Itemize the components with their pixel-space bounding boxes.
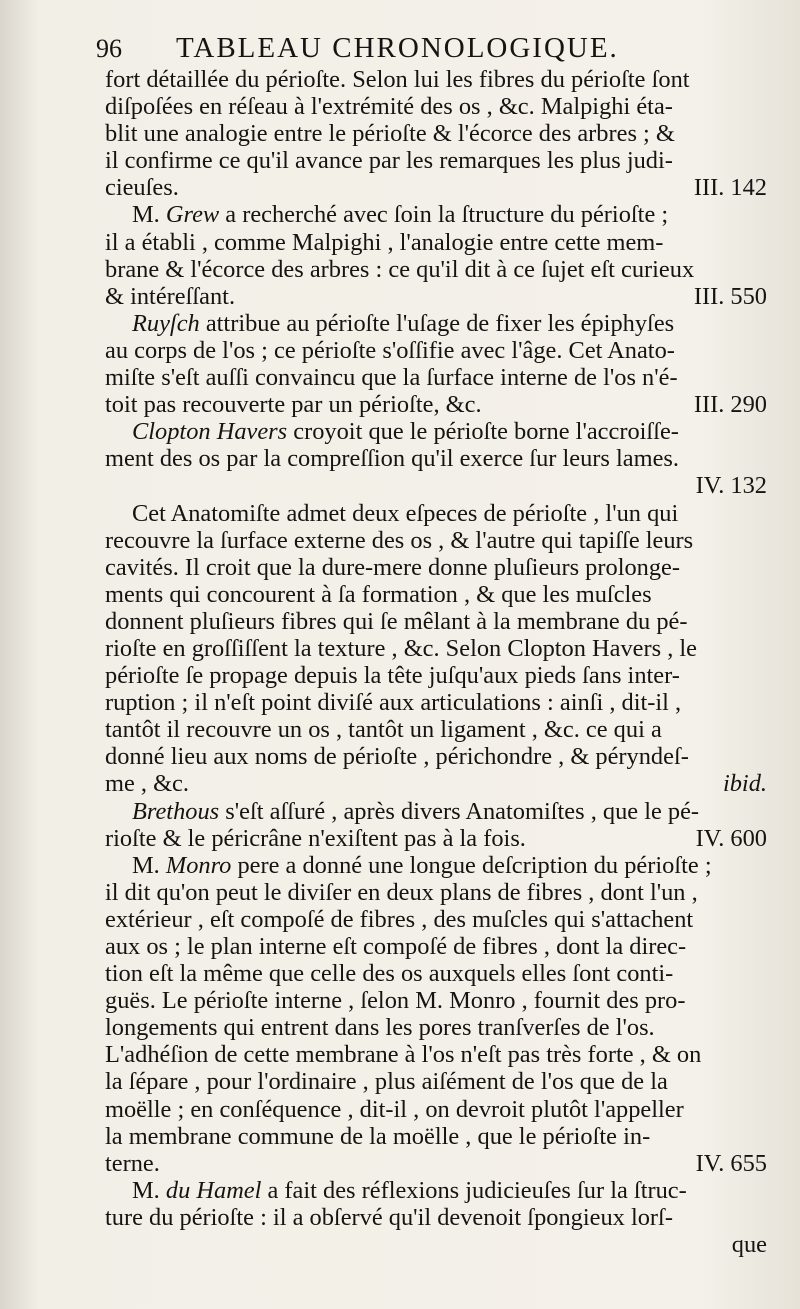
text-line: [105, 256, 767, 283]
text-line: [105, 391, 767, 418]
text-line: [105, 879, 767, 906]
line-text: ruption ; il n'eſt point diviſé aux articulations : ainſi , dit-il ,: [105, 689, 682, 717]
text-line: [105, 1123, 767, 1150]
line-text: diſpoſées en réſeau à l'extrémité des os , &c. Malpighi éta-: [105, 93, 673, 121]
line-text: au corps de l'os ; ce périoſte s'oſſifie avec l'âge. Cet Anato-: [105, 336, 675, 364]
text-line: [105, 1096, 767, 1123]
text-line: [105, 798, 767, 825]
line-text: rioſte en groſſiſſent la texture , &c. Selon Clopton Havers , le: [105, 634, 698, 662]
author-name: Clopton Havers: [132, 418, 288, 446]
text-line: [105, 310, 767, 337]
line-text: IV. 132: [695, 472, 767, 500]
text-line: [105, 743, 767, 770]
line-text: tion eſt la même que celle des os auxquels elles ſont conti-: [105, 960, 674, 988]
citation-reference: IV. 655: [695, 1149, 767, 1177]
text-line: [105, 174, 767, 201]
running-title: TABLEAU CHRONOLOGIQUE.: [176, 32, 619, 64]
citation-reference: III. 142: [693, 174, 767, 202]
text-line: [105, 933, 767, 960]
text-line: [105, 472, 767, 499]
text-line: [105, 120, 767, 147]
text-line: [105, 960, 767, 987]
author-name: Monro: [165, 851, 232, 879]
line-text: fort détaillée du périoſte. Selon lui les fibres du périoſte ſont: [105, 66, 690, 93]
text-line: [105, 418, 767, 445]
line-text: la ſépare , pour l'ordinaire , plus aiſément de l'os que de la: [105, 1068, 668, 1096]
line-text: ments qui concourent à ſa formation , & que les muſcles: [105, 580, 652, 608]
line-text: longements qui entrent dans les pores tranſverſes de l'os.: [105, 1014, 655, 1042]
text-line: [105, 635, 767, 662]
line-text: la membrane commune de la moëlle , que le périoſte in-: [105, 1122, 651, 1150]
line-text: cieuſes.: [105, 174, 179, 202]
line-text: miſte s'eſt auſſi convaincu que la ſurface interne de l'os n'é-: [105, 364, 678, 392]
text-line: [105, 527, 767, 554]
author-name: Brethous: [132, 797, 220, 825]
line-text: me , &c.: [105, 770, 189, 798]
line-text: périoſte ſe propage depuis la tête juſqu'aux pieds ſans inter-: [105, 662, 680, 690]
text-line: [105, 581, 767, 608]
text-line: [105, 662, 767, 689]
line-text: & intéreſſant.: [105, 282, 236, 310]
line-text: toit pas recouverte par un périoſte, &c.: [105, 391, 482, 419]
line-text: recouvre la ſurface externe des os , & l'autre qui tapiſſe leurs: [105, 526, 694, 554]
line-text: M.: [132, 851, 166, 879]
text-line: [105, 147, 767, 174]
line-text: donnent pluſieurs fibres qui ſe mêlant à la membrane du pé-: [105, 607, 688, 635]
line-text: attribue au périoſte l'uſage de fixer les épiphyſes: [199, 309, 675, 337]
text-line: [105, 93, 767, 120]
text-line: [105, 1041, 767, 1068]
line-text: a recherché avec ſoin la ſtructure du périoſte ;: [219, 201, 669, 229]
text-line: [105, 1150, 767, 1177]
text-line: [105, 906, 767, 933]
text-line: [105, 445, 767, 472]
text-line: [105, 283, 767, 310]
line-text: brane & l'écorce des arbres : ce qu'il dit à ce ſujet eſt curieux: [105, 255, 695, 283]
line-text: M.: [132, 1176, 166, 1204]
line-text: a fait des réflexions judicieuſes ſur la ſtruc-: [261, 1176, 687, 1204]
text-line: [105, 364, 767, 391]
line-text: rioſte & le péricrâne n'exiſtent pas à la fois.: [105, 824, 526, 852]
citation-reference: III. 550: [693, 282, 767, 310]
line-text: ture du périoſte : il a obſervé qu'il devenoit ſpongieux lorſ-: [105, 1203, 673, 1231]
text-line: [105, 1014, 767, 1041]
text-line: [105, 770, 767, 797]
line-text: blit une analogie entre le périoſte & l'écorce des arbres ; &: [105, 120, 675, 148]
text-line: [105, 825, 767, 852]
text-line: [105, 1231, 767, 1258]
text-line: [105, 66, 767, 93]
text-line: [105, 1177, 767, 1204]
body-text: [105, 66, 767, 1258]
line-text: extérieur , eſt compoſé de fibres , des muſcles qui s'attachent: [105, 905, 694, 933]
author-name: Grew: [165, 201, 220, 229]
text-line: [105, 852, 767, 879]
line-text: L'adhéſion de cette membrane à l'os n'eſt pas très forte , & on: [105, 1041, 702, 1069]
line-text: M.: [132, 201, 166, 229]
text-line: [105, 229, 767, 256]
text-line: [105, 500, 767, 527]
running-header: [96, 30, 696, 70]
page-number: 96: [96, 34, 122, 63]
text-line: [105, 1204, 767, 1231]
line-text: terne.: [105, 1149, 160, 1177]
line-text: tantôt il recouvre un os , tantôt un ligament , &c. ce qui a: [105, 716, 662, 744]
text-line: [105, 337, 767, 364]
line-text: moëlle ; en conſéquence , dit-il , on devroit plutôt l'appeller: [105, 1095, 684, 1123]
text-line: [105, 1068, 767, 1095]
citation-reference: ibid.: [722, 770, 767, 798]
line-text: il a établi , comme Malpighi , l'analogie entre cette mem-: [105, 228, 664, 256]
line-text: cavités. Il croit que la dure-mere donne pluſieurs prolonge-: [105, 553, 681, 581]
author-name: Ruyſch: [132, 309, 200, 337]
line-text: il confirme ce qu'il avance par les remarques les plus judi-: [105, 147, 673, 175]
line-text: il dit qu'on peut le diviſer en deux plans de fibres , dont l'un ,: [105, 878, 698, 906]
line-text: aux os ; le plan interne eſt compoſé de fibres , dont la direc-: [105, 933, 687, 960]
text-line: [105, 608, 767, 635]
line-text: que: [731, 1231, 767, 1259]
line-text: Cet Anatomiſte admet deux eſpeces de périoſte , l'un qui: [132, 499, 679, 527]
line-text: ment des os par la compreſſion qu'il exerce ſur leurs lames.: [105, 445, 680, 473]
citation-reference: III. 290: [693, 391, 767, 419]
line-text: s'eſt aſſuré , après divers Anatomiſtes , que le pé-: [219, 797, 700, 825]
author-name: du Hamel: [165, 1176, 262, 1204]
citation-reference: IV. 600: [695, 824, 767, 852]
line-text: pere a donné une longue deſcription du périoſte ;: [231, 851, 712, 879]
text-line: [105, 554, 767, 581]
text-line: [105, 201, 767, 228]
text-line: [105, 987, 767, 1014]
text-line: [105, 689, 767, 716]
line-text: donné lieu aux noms de périoſte , périchondre , & péryndeſ-: [105, 743, 689, 771]
text-line: [105, 716, 767, 743]
line-text: guës. Le périoſte interne , ſelon M. Monro , fournit des pro-: [105, 987, 686, 1015]
line-text: croyoit que le périoſte borne l'accroiſſe-: [287, 418, 679, 446]
